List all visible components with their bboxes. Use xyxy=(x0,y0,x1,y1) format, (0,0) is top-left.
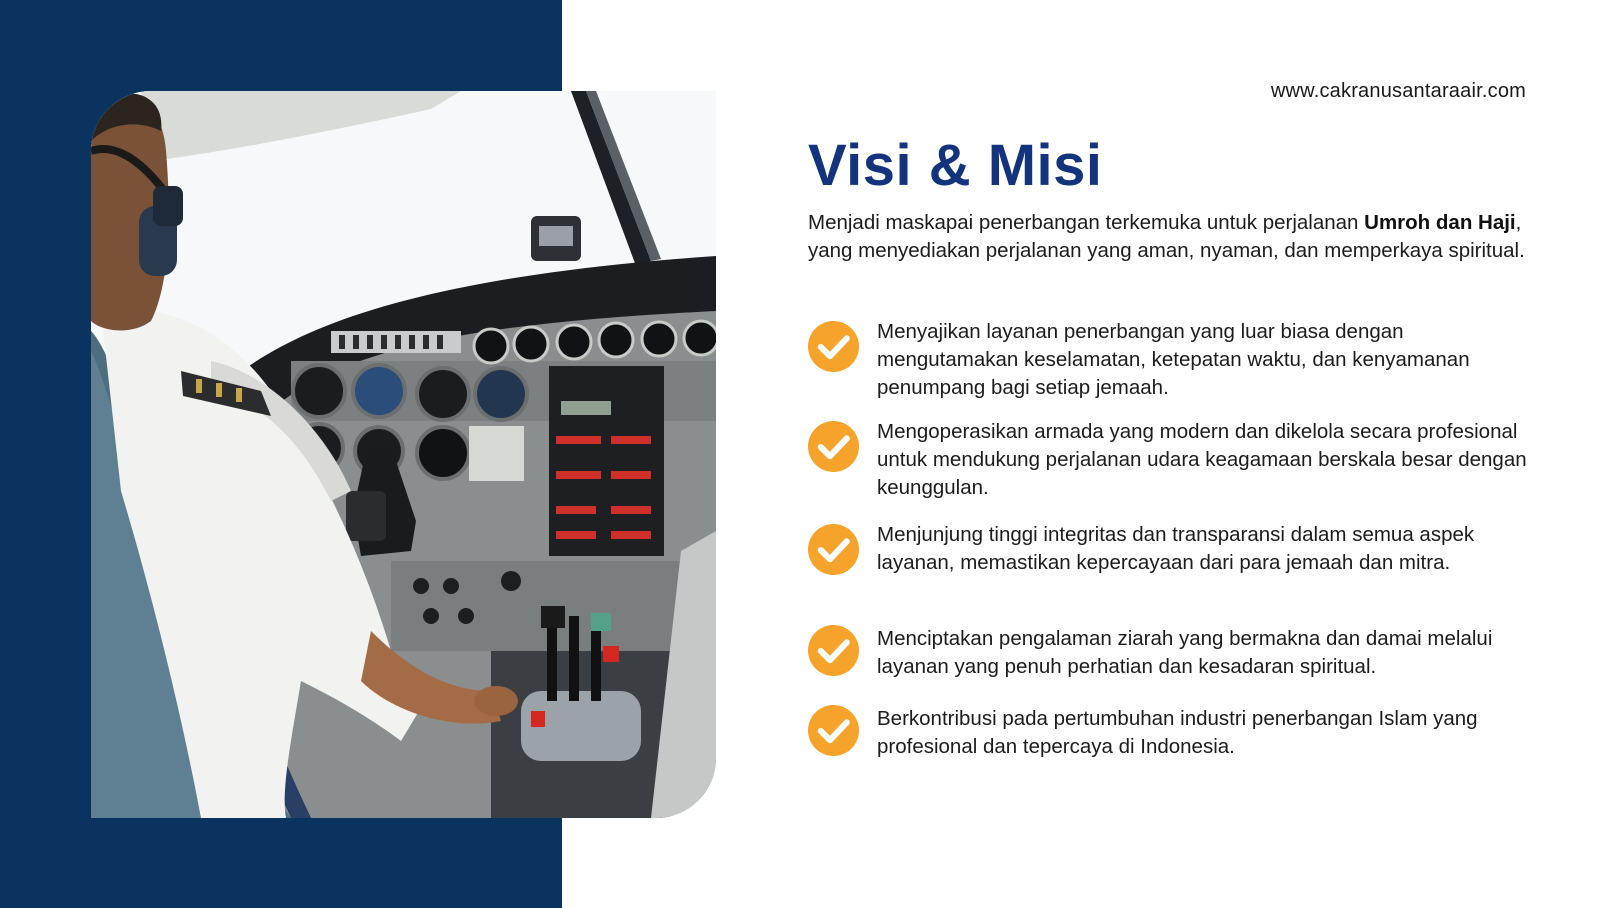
vision-text-start: Menjadi maskapai penerbangan terkemuka untuk perjalanan xyxy=(808,211,1365,234)
mission-text: Menjunjung tinggi integritas dan transparansi dalam semua aspek layanan, memastikan kepercayaan dari para jemaah dan mitra. xyxy=(877,523,1475,574)
vision-text-end: , yang menyediakan perjalanan yang aman, nyaman, dan memperkaya spiritual. xyxy=(808,211,1525,262)
vision-emphasis: Umroh dan Haji xyxy=(1364,211,1516,234)
cockpit-photo xyxy=(91,91,716,818)
check-circle-icon xyxy=(808,321,859,372)
check-circle-icon xyxy=(808,625,859,676)
mission-text: Berkontribusi pada pertumbuhan industri penerbangan Islam yang profesional dan tepercaya di Indonesia. xyxy=(877,707,1478,758)
mission-text: Menyajikan layanan penerbangan yang luar biasa dengan mengutamakan keselamatan, ketepatan waktu, dan kenyamanan penumpang bagi setiap jemaah. xyxy=(877,320,1470,399)
check-circle-icon xyxy=(808,421,859,472)
website-url[interactable]: www.cakranusantaraair.com xyxy=(1270,80,1526,102)
page-title: Visi & Misi xyxy=(808,133,1103,198)
mission-text: Menciptakan pengalaman ziarah yang bermakna dan damai melalui layanan yang penuh perhatian dan kesadaran spiritual. xyxy=(877,627,1493,678)
mission-text: Mengoperasikan armada yang modern dan dikelola secara profesional untuk mendukung perjalanan udara keagamaan berskala besar dengan keunggulan. xyxy=(877,420,1527,499)
check-circle-icon xyxy=(808,524,859,575)
vision-statement xyxy=(808,209,1528,265)
check-circle-icon xyxy=(808,705,859,756)
